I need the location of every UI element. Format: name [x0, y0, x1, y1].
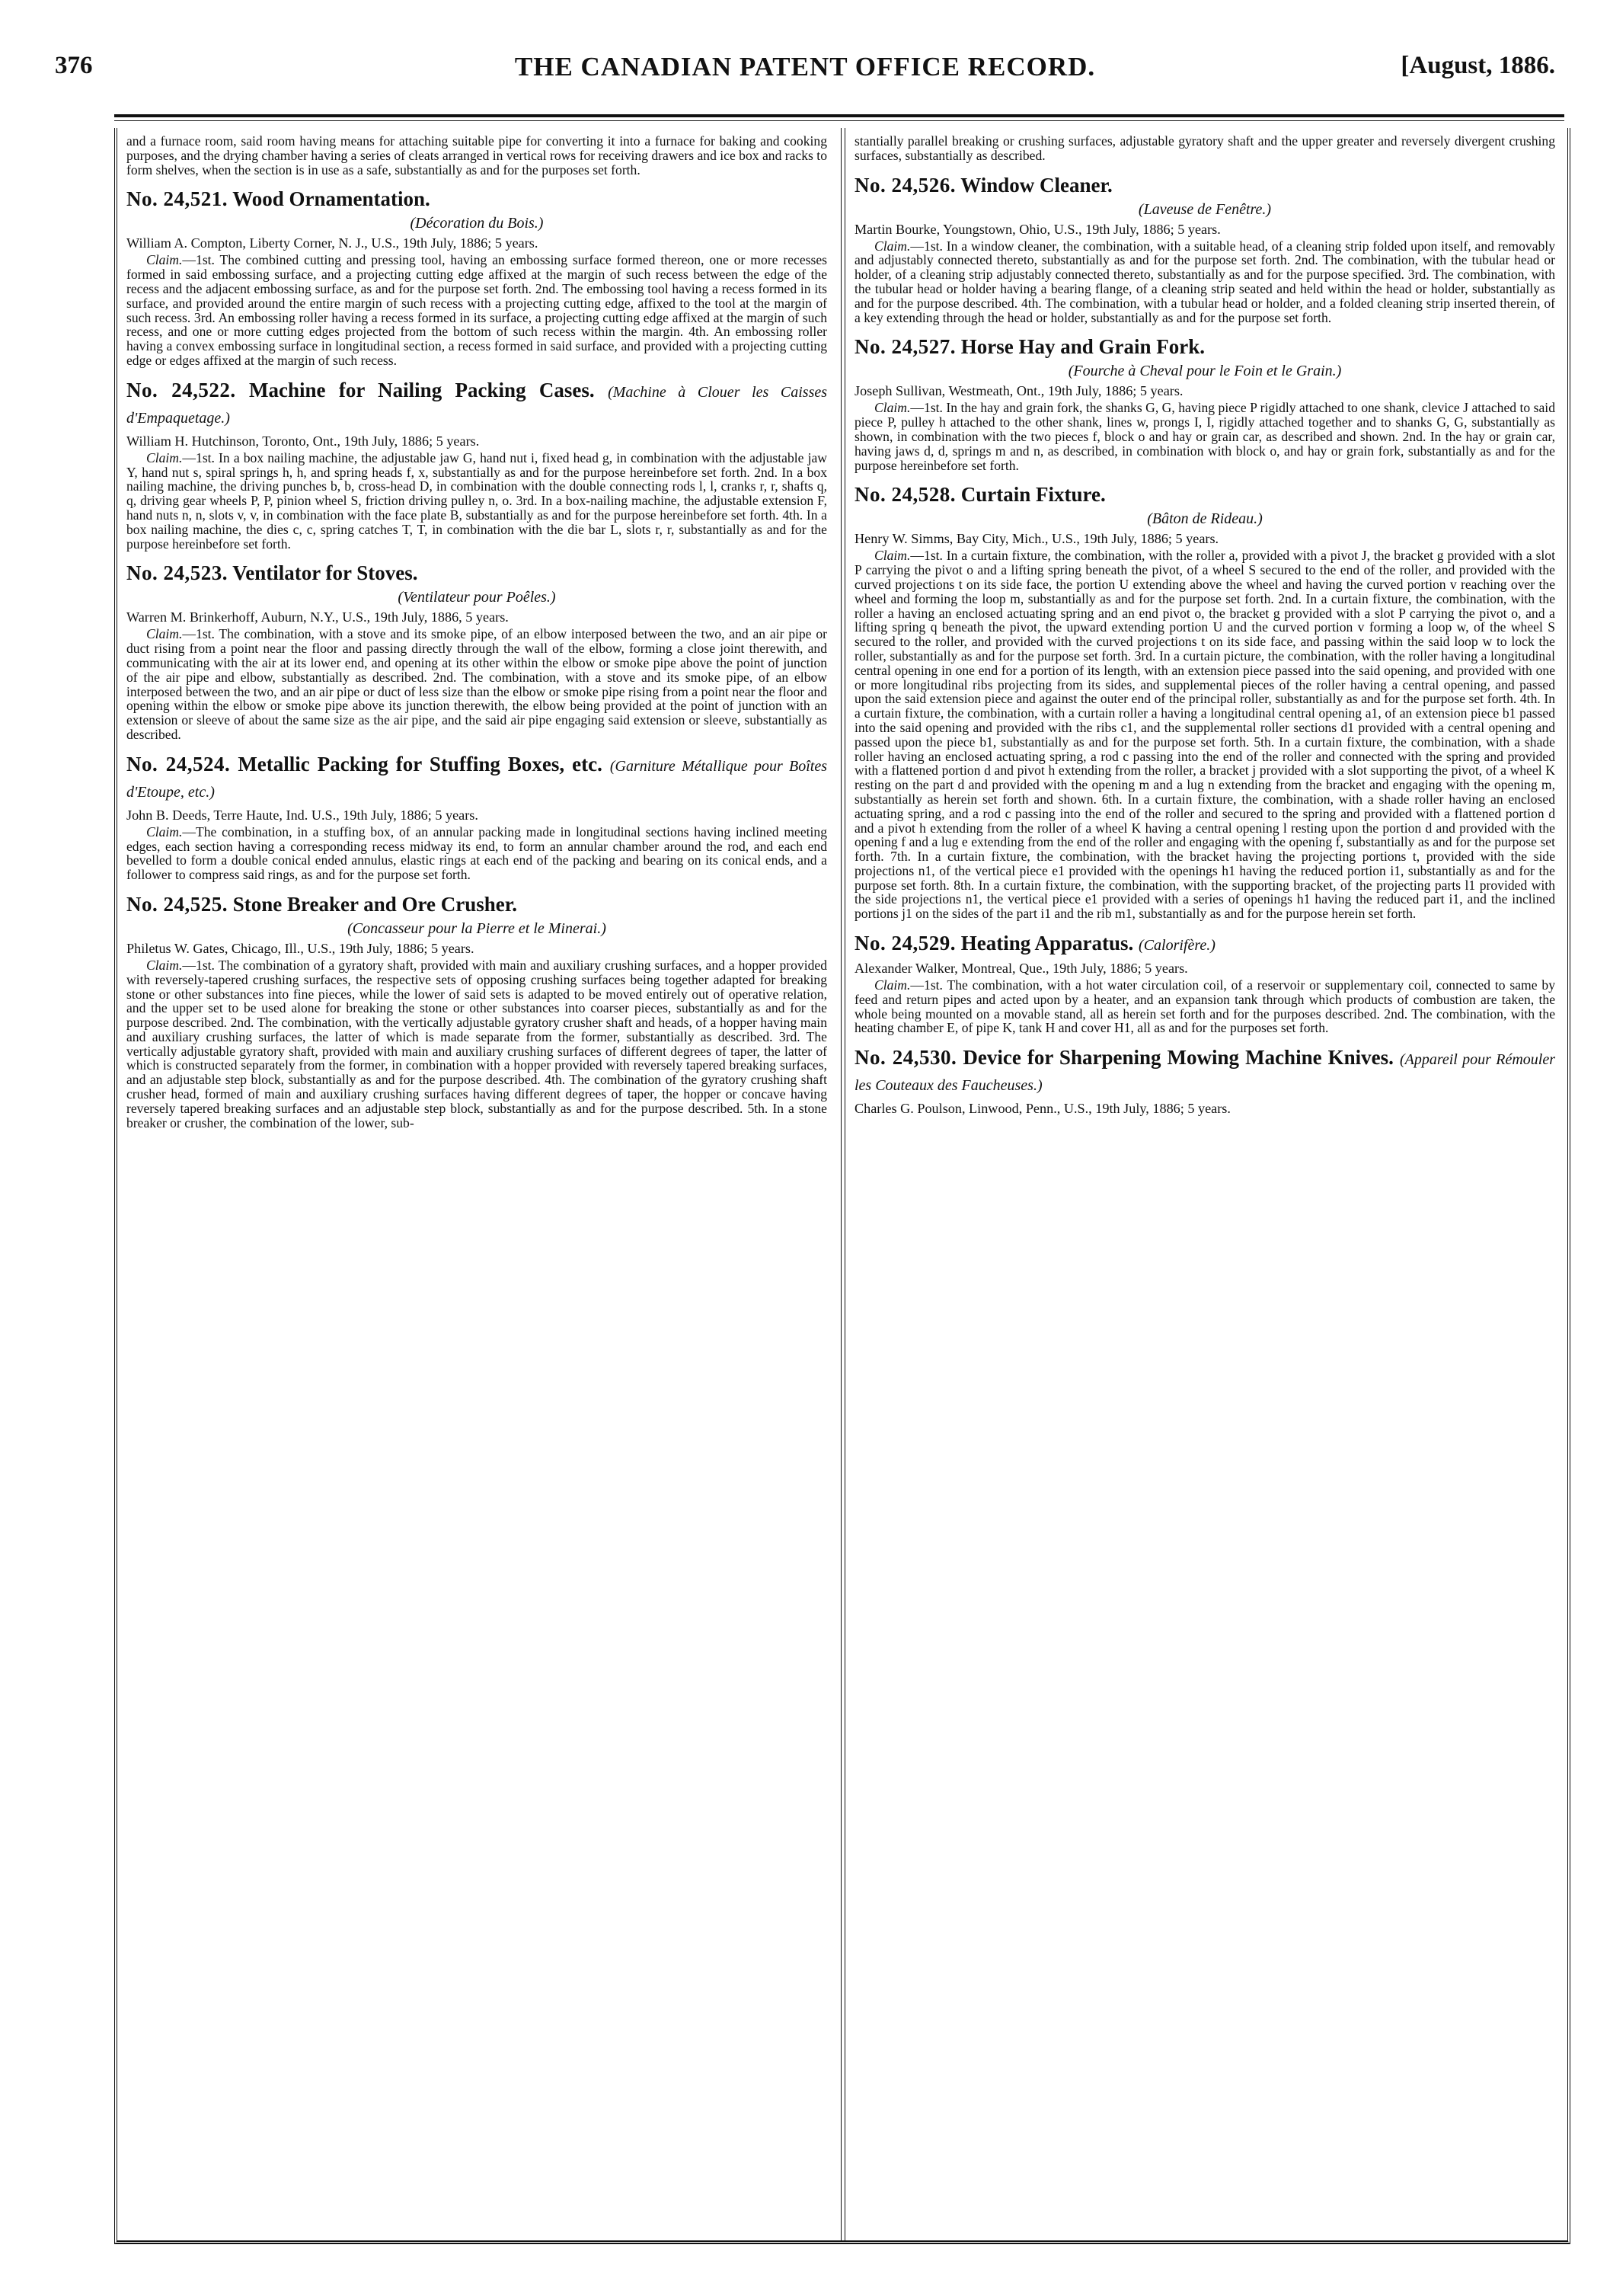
patent-title: Heating Apparatus. — [960, 932, 1134, 955]
patent-title: Metallic Packing for Stuffing Boxes, etc. — [238, 752, 602, 775]
patent-number: No. 24,530. — [855, 1046, 957, 1070]
patent-title: Wood Ornamentation. — [232, 187, 430, 211]
column-divider — [841, 128, 845, 2241]
claim-label: Claim. — [874, 400, 911, 416]
patent-heading — [126, 561, 827, 585]
french-title: (Concasseur pour la Pierre et le Minerai.) — [347, 919, 606, 937]
claim-text — [126, 253, 827, 367]
french-title: (Appareil pour Rémouler les Couteaux des Faucheuses.) — [855, 1051, 1556, 1095]
inventor-line: William H. Hutchinson, Toronto, Ont., 19th July, 1886; 5 years. — [126, 433, 480, 449]
header-rule — [114, 114, 1564, 117]
claim-text — [855, 548, 1555, 921]
claim-label: Claim. — [874, 977, 911, 993]
claim-body: —1st. In a box nailing machine, the adjustable jaw G, hand nut i, fixed head g, in combination with the adjustable jaw Y, hand nut s, spiral springs h, h, and spring heads f, x, substantially as and for the purpose hereinbefore set forth. 2nd. In a box nailing machine, the driving punches b, b, cross-head D, in combination with the double connecting rods l, l, cranks r, r, shafts q, q, driving gear wheels P, P, pinion wheel S, friction driving pulley n, o. 3rd. In a box-nailing machine, the adjustable extension F, hand nuts n, n, slots v, v, in combination with the face plate B, substantially as and for the purpose hereinbefore set forth. 4th. In a box nailing machine, the dies c, c, spring catches T, T, in combination with the die bar L, slots r, r, substantially as and for the purpose hereinbefore set forth. — [126, 449, 827, 552]
claim-body: —1st. The combination, with a stove and its smoke pipe, of an elbow interposed between the two, and an air pipe or duct rising from a point near the floor and passing directly through the wall of the elbow, forming a close joint therewith, and communicating with the air at its lower end, and opening at its other within the elbow or smoke pipe above the point of junction of the air pipe and elbow, substantially as described. 2nd. The combination, with a stove and its smoke pipe, of an elbow interposed between the two, and an air pipe or duct of less size than the elbow or smoke pipe rising from a point near the floor and opening within the elbow or smoke pipe above its junction therewith, the elbow being provided at the point of junction with an extension or sleeve of about the same size as the air pipe, and the said air pipe engaging said extension or sleeve, substantially as described. — [126, 626, 827, 742]
french-title: (Décoration du Bois.) — [410, 215, 544, 232]
patent-number: No. 24,524. — [126, 752, 231, 775]
patent-number: No. 24,527. — [855, 335, 956, 359]
claim-label: Claim. — [146, 823, 183, 839]
claim-body: —1st. The combined cutting and pressing tool, having an embossing surface formed thereon, one or more recesses formed in said embossing surface, and a projecting cutting edge affixed at the margin of such recess between the edge of the recess and the adjacent embossing surface, as and for the purpose set forth. 2nd. The embossing tool having a recess formed in its surface, and provided around the entire margin of such recess with a projecting cutting edge, affixed to the tool at the margin of such recess. 3rd. An embossing roller having a recess formed in its surface, a projecting cutting edge affixed at the margin of such recess, and one or more cutting edges projected from the bottom of such recess within the margin. 4th. An embossing roller having a convex embossing surface in longitudinal section, a recess formed in said surface, and provided with a projecting cutting edge or edges affixed at the margin of such recess. — [126, 252, 827, 368]
claim-label: Claim. — [874, 238, 911, 254]
patent-number: No. 24,528. — [855, 483, 956, 507]
claim-body: —1st. The combination, with a hot water circulation coil, of a reservoir or supplementary coil, connected to same by feed and return pipes and acted upon by a heater, and an expansion tank through which products of combustion are taken, the whole being mounted on a movable stand, all as herein set forth and for the purposes described. 2nd. The combination, with the heating chamber E, of pipe K, tank H and cover H1, all as and for the purposes set forth. — [855, 977, 1555, 1036]
patent-entry-24526 — [855, 174, 1555, 325]
patent-entry-24529 — [855, 932, 1555, 1035]
inventor-line: John B. Deeds, Terre Haute, Ind. U.S., 19th July, 1886; 5 years. — [126, 807, 478, 823]
patent-entry-24530 — [855, 1046, 1555, 1116]
claim-text — [855, 978, 1555, 1035]
patent-title: Curtain Fixture. — [960, 483, 1106, 507]
patent-heading — [126, 379, 827, 430]
french-title: (Machine à Clouer les Caisses d'Empaquetage.) — [126, 383, 828, 427]
patent-title: Stone Breaker and Ore Crusher. — [232, 892, 518, 916]
patent-title: Horse Hay and Grain Fork. — [960, 335, 1206, 359]
claim-body: —1st. In a window cleaner, the combination, with a suitable head, of a cleaning strip folded upon itself, and removably and adjustably connected thereto, substantially as and for the purpose set forth. 2nd. The combination, with the tubular head or holder, of a cleaning strip adjustably connected thereto, substantially as and for the purpose specified. 3rd. The combination, with the tubular head or holder having a bearing flange, of a cleaning strip seated and held within the head or holder, substantially as and for the purpose described. 4th. The combination, with a tubular head or holder, and a folded cleaning strip inserted therein, of a key extending through the head or holder, substantially as and for the purpose set forth. — [855, 238, 1555, 325]
patent-title: Machine for Nailing Packing Cases. — [248, 378, 595, 401]
french-title: (Bâton de Rideau.) — [1147, 510, 1263, 528]
continued-text: and a furnace room, said room having means for attaching suitable pipe for converting it into a furnace for baking and cooking purposes, and the drying chamber having a series of cleats arranged in vertical rows for receiving drawers and ice box and racks to form shelves, when the section is in use as a safe, substantially as and for the purposes set forth. — [126, 133, 827, 177]
patent-heading — [855, 483, 1555, 507]
patent-heading — [855, 932, 1555, 958]
inventor-line: Philetus W. Gates, Chicago, Ill., U.S., 19th July, 1886; 5 years. — [126, 940, 474, 956]
french-title: (Garniture Métallique pour Boîtes d'Etoupe, etc.) — [126, 757, 828, 801]
patent-entry-24527 — [855, 335, 1555, 472]
patent-heading — [126, 893, 827, 916]
french-title: (Fourche à Cheval pour le Foin et le Grain.) — [1068, 363, 1342, 380]
continued-text: stantially parallel breaking or crushing surfaces, adjustable gyratory shaft and the upper greater and reversely divergent crushing surfaces, substantially as described. — [855, 133, 1555, 163]
inventor-line: William A. Compton, Liberty Corner, N. J., U.S., 19th July, 1886; 5 years. — [126, 235, 538, 251]
patent-number: No. 24,526. — [855, 173, 956, 197]
page-number: 376 — [55, 52, 93, 79]
patent-title: Device for Sharpening Mowing Machine Knives. — [963, 1046, 1394, 1070]
patent-entry-24523 — [126, 561, 827, 741]
french-title: (Ventilateur pour Poêles.) — [398, 589, 556, 606]
inventor-line: Henry W. Simms, Bay City, Mich., U.S., 19th July, 1886; 5 years. — [855, 531, 1219, 547]
header-rule-thin — [114, 120, 1564, 121]
patent-heading — [126, 753, 827, 804]
claim-label: Claim. — [874, 548, 911, 564]
inventor-line: Warren M. Brinkerhoff, Auburn, N.Y., U.S., 19th July, 1886, 5 years. — [126, 609, 509, 625]
french-title: (Laveuse de Fenêtre.) — [1138, 200, 1272, 218]
claim-label: Claim. — [146, 252, 183, 268]
patent-title: Window Cleaner. — [960, 173, 1113, 197]
patent-heading — [855, 1046, 1555, 1098]
patent-number: No. 24,523. — [126, 561, 228, 585]
patent-heading — [126, 187, 827, 211]
claim-text — [126, 825, 827, 882]
patent-title: Ventilator for Stoves. — [232, 561, 418, 585]
patent-number: No. 24,521. — [126, 187, 228, 211]
inventor-line: Charles G. Poulson, Linwood, Penn., U.S., 19th July, 1886; 5 years. — [855, 1101, 1231, 1117]
claim-text — [126, 958, 827, 1130]
right-column — [855, 134, 1555, 1118]
inventor-line: Joseph Sullivan, Westmeath, Ont., 19th July, 1886; 5 years. — [855, 383, 1184, 399]
claim-text — [126, 627, 827, 741]
issue-date: [August, 1886. — [1401, 52, 1555, 79]
claim-text — [126, 451, 827, 552]
claim-text — [855, 401, 1555, 472]
claim-body: —1st. In the hay and grain fork, the shanks G, G, having piece P rigidly attached to one shank, clevice J attached to said piece P, pulley h attached to the other shank, lines w, prongs I, I, rigidly attached together and to shanks G, G, substantially as shown, in combination with the two pieces f, block o and hay or grain car, as described and shown. 2nd. In the hay or grain car, having jaws d, d, springs m and n, as described, in combination with block o, and hay or grain fork, substantially as and for the purpose hereinbefore set forth. — [855, 400, 1555, 473]
patent-heading — [855, 174, 1555, 197]
patent-entry-24524 — [126, 753, 827, 882]
claim-body: —1st. In a curtain fixture, the combination, with the roller a, provided with a pivot J, the bracket g provided with a slot P carrying the pivot o and a lifting spring beneath the pivot, of a wheel S secured to the end of the roller, and provided with the curved projections t on its side face, the portion U extending above the wheel and having the curved portion v reaching over the wheel and forming the loop m, substantially as and for the purpose set forth. 2nd. In a curtain fixture, the combination, with the roller a having an enclosed actuating spring and an end pivot o, the bracket g provided with a slot P carrying the pivot o, and a lifting spring q beneath the pivot, the upward extending portion U and the curved portion v forming a loop w, of the wheel S secured to the roller, and provided with the curved projections t on its side face, and passing within the said loop w to lock the roller, substantially as and for the purpose set forth. 3rd. In a curtain picture, the combination, with the roller having a longitudinal central opening in one end for a portion of its length, with an extension piece passed into the said opening, and provided with one or more longitudinal ribs projecting from its sides, and supplemental pieces of the roller having a central opening, and passed upon the said extension piece and against the outer end of the principal roller, substantially as and for the purpose set forth. 4th. In a curtain fixture, the combination, with a curtain roller a having a longitudinal central opening a1, of an extension piece b1 passed into the said opening and provided with the ribs c1, and the supplemental roller sections d1 provided with a central opening and passed upon the piece b1, substantially as and for the purpose set forth. 5th. In a curtain fixture, the combination, with a shade roller having an enclosed actuating spring, a rod c passing into the end of the roller and connected with the spring and provided with a flattened portion d and pivot h extending from the roller, a bracket j provided with a slot supporting the pivot, of a wheel K resting on the part d and provided with the opening m and a lug n extending from the bracket and engaging with the opening m, substantially as herein set forth and shown. 6th. In a curtain fixture, the combination, with a shade roller having an enclosed actuating spring, and a rod c passing into the end of the roller and secured to the spring and provided with a flattened portion d and a pivot h extending from the roller of a wheel K having a central opening l resting upon the portion d and provided with the opening f and a lug e extending from the end of the roller and engaging with the opening f, substantially as and for the purpose set forth. 7th. In a curtain fixture, the combination, with the bracket having the projecting portions t, provided with the side projections n1, of the vertical piece e1 provided with the openings h1 having the reduced portion i1, substantially as and for the purpose set forth. 8th. In a curtain fixture, the combination, with the supporting bracket, of the projecting parts l1 provided with the side projections n1, the vertical piece e1 provided with a series of openings h1 having the reduced part i1, and the inclined portions j1 on the sides of the part i1 and the rib m1, substantially as and for the purpose herein set forth. — [855, 548, 1555, 922]
claim-text — [855, 239, 1555, 325]
page-header — [55, 52, 1555, 105]
patent-entry-24522 — [126, 379, 827, 552]
claim-label: Claim. — [146, 957, 183, 973]
patent-entry-24521 — [126, 187, 827, 367]
claim-body: —1st. The combination of a gyratory shaft, provided with main and auxiliary crushing surfaces, and a hopper provided with reversely-tapered crushing surfaces, the respective sets of opposing crushing surfaces being together adapted for breaking stone or other substances into fine pieces, while the lower of said sets is adapted to be moved entirely out of operative relation, and the upper set to be used alone for breaking the stone or other substances into coarser pieces, substantially as and for the purpose described. 2nd. The combination, with the vertically adjustable gyratory crusher shaft and heads, of a hopper having main and auxiliary crushing surfaces, the latter of which is made separate from the former, substantially as described. 3rd. The vertically adjustable gyratory shaft, provided with main and auxiliary crushing surfaces of different degrees of taper, the latter of which is constructed separately from the former, in combination with a hopper provided with reversely tapered breaking surfaces, and an adjustable step block, substantially as and for the purpose described. 4th. The combination of the gyratory crushing shaft crusher head, formed of main and auxiliary crushing surfaces having different degrees of taper, the hopper or concave having reversely tapered breaking surfaces and an adjustable step block, substantially as and for the purpose described. 5th. In a stone breaker or crusher, the combination of the lower, sub- — [126, 957, 827, 1130]
left-column — [126, 134, 827, 1130]
claim-label: Claim. — [146, 626, 183, 642]
patent-entry-24528 — [855, 483, 1555, 921]
patent-number: No. 24,529. — [855, 932, 956, 955]
inventor-line: Alexander Walker, Montreal, Que., 19th July, 1886; 5 years. — [855, 961, 1188, 977]
patent-number: No. 24,522. — [126, 378, 236, 401]
inventor-line: Martin Bourke, Youngstown, Ohio, U.S., 19th July, 1886; 5 years. — [855, 221, 1221, 237]
claim-label: Claim. — [146, 449, 183, 465]
french-title: (Calorifère.) — [1139, 937, 1215, 955]
patent-heading — [855, 335, 1555, 359]
running-title: THE CANADIAN PATENT OFFICE RECORD. — [514, 52, 1096, 82]
patent-number: No. 24,525. — [126, 892, 228, 916]
patent-entry-24525 — [126, 893, 827, 1130]
claim-body: —The combination, in a stuffing box, of an annular packing made in longitudinal sections having inclined meeting edges, each section having a corresponding recess midway its end, to form an annular chamber around the rod, and each end bevelled to form a double conical ended annulus, elastic rings at each end of the packing and bearing on its conical ends, and a follower to compress said rings, as and for the purpose set forth. — [126, 823, 827, 883]
